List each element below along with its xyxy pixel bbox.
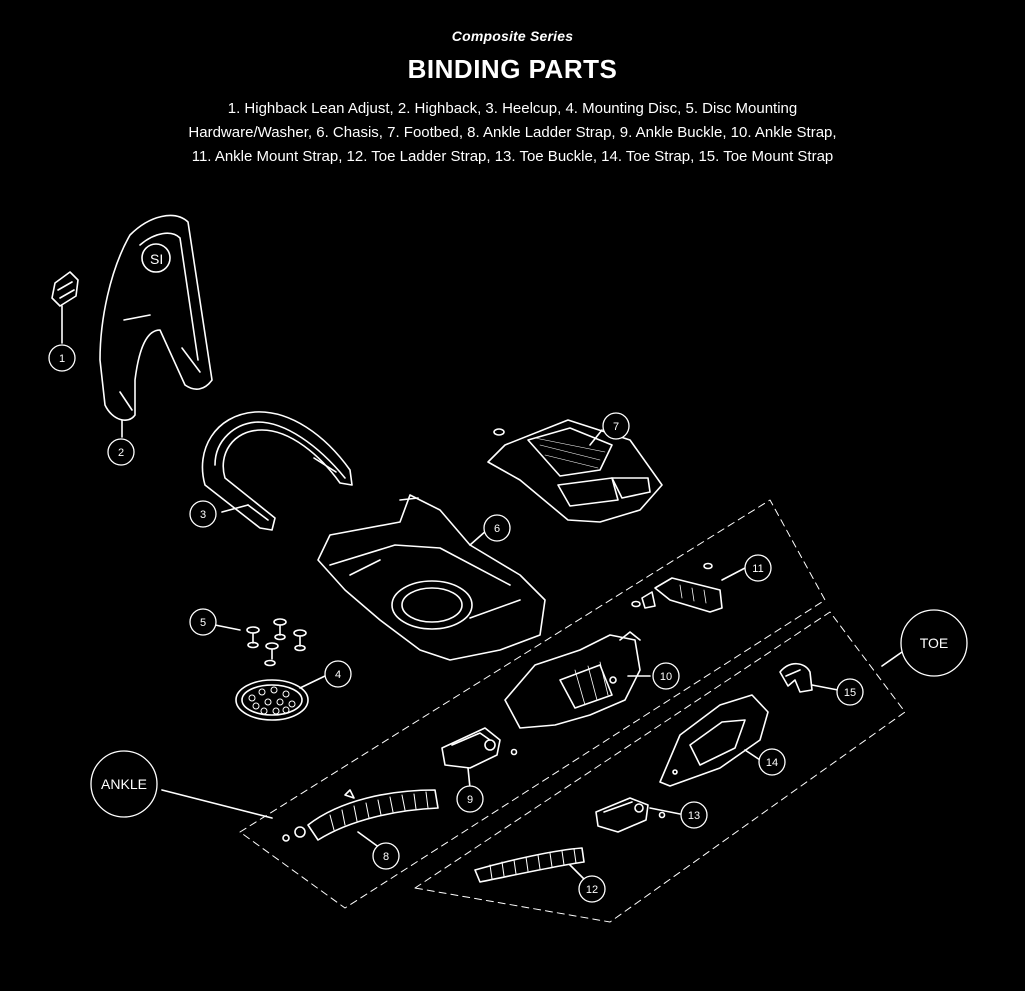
callout-label: 9 [466, 794, 474, 806]
svg-text:SI: SI [150, 251, 164, 267]
ankle-group-label: ANKLE [101, 776, 147, 792]
toe-group-outline [415, 612, 905, 922]
callout-label: 10 [659, 671, 673, 683]
toe-group-label: TOE [919, 635, 949, 651]
ankle-strap-part [505, 632, 650, 728]
heelcup-part [199, 412, 352, 530]
disc-mounting-hardware-part [215, 619, 306, 666]
legend-line: 1. Highback Lean Adjust, 2. Highback, 3. Heelcup, 4. Mounting Disc, 5. Disc Mounting [227, 100, 798, 117]
toe-ladder-strap-part [475, 848, 585, 882]
ankle-leader-line [162, 790, 272, 818]
callout-label: 13 [687, 810, 701, 822]
toe-strap-part [660, 695, 768, 786]
toe-mount-strap-part [780, 664, 838, 692]
callout-label: 14 [765, 757, 779, 769]
legend-line: 11. Ankle Mount Strap, 12. Toe Ladder Strap, 13. Toe Buckle, 14. Toe Strap, 15. Toe Mount Strap [191, 148, 834, 165]
highback-part [100, 216, 212, 437]
ankle-buckle-part [442, 728, 517, 788]
callout-label: 15 [843, 687, 857, 699]
callout-label: 3 [199, 509, 207, 521]
chassis-part [318, 495, 545, 660]
callout-label: 6 [493, 523, 501, 535]
callout-label: 4 [334, 669, 342, 681]
callout-label: 2 [117, 447, 125, 459]
callout-label: 5 [199, 617, 207, 629]
toe-leader-line [882, 652, 902, 666]
legend-line: Hardware/Washer, 6. Chasis, 7. Footbed, 8. Ankle Ladder Strap, 9. Ankle Buckle, 10. Ankle Strap, [188, 124, 837, 141]
page-title: BINDING PARTS [407, 54, 618, 84]
mounting-disc-part [236, 676, 325, 720]
callout-label: 1 [58, 353, 66, 365]
toe-buckle-part [596, 798, 680, 832]
callout-label: 8 [382, 851, 390, 863]
ankle-mount-strap-part [632, 564, 745, 613]
footbed-part [488, 420, 662, 522]
callout-label: 7 [612, 421, 620, 433]
ankle-group-outline [240, 500, 825, 908]
callout-label: 12 [585, 884, 599, 896]
highback-lean-adjust-part [52, 272, 78, 343]
callout-label: 11 [752, 563, 764, 575]
ankle-ladder-strap-part [283, 790, 438, 848]
series-label: Composite Series [451, 28, 574, 44]
